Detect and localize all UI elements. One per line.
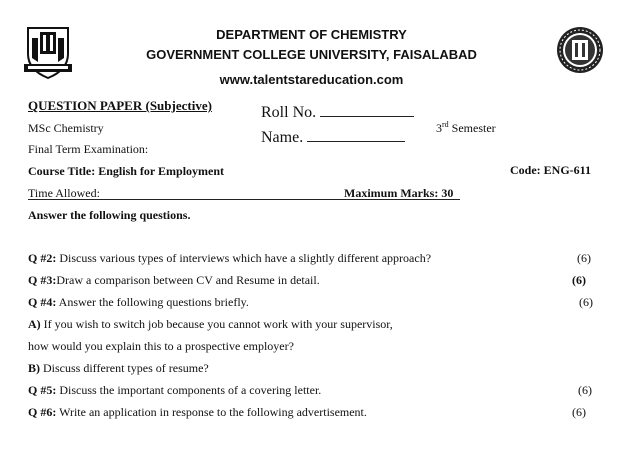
question-marks: (6)	[572, 273, 586, 287]
instruction-text: Answer the following questions.	[28, 208, 191, 222]
roll-number-blank	[320, 102, 414, 117]
question-4a-continued	[28, 339, 294, 354]
question-text: Answer the following questions briefly.	[56, 295, 249, 309]
course-code: Code: ENG-611	[510, 163, 591, 177]
question-number: Q #6:	[28, 405, 57, 419]
paper-type: QUESTION PAPER (Subjective)	[28, 98, 212, 113]
question-text: Discuss various types of interviews which have a slightly different approach?	[56, 251, 432, 265]
question-number: A)	[28, 317, 41, 331]
question-number: B)	[28, 361, 40, 375]
question-number: Q #3:	[28, 273, 57, 287]
question-text: Discuss different types of resume?	[40, 361, 209, 375]
student-name-blank	[307, 127, 405, 142]
semester-info	[436, 120, 496, 136]
question-number: Q #5:	[28, 383, 57, 397]
semester-number: 3	[436, 121, 442, 135]
student-name-label: Name.	[261, 129, 304, 146]
semester-suffix: rd	[442, 120, 449, 129]
student-name-field	[261, 127, 405, 147]
question-number: Q #2:	[28, 251, 57, 265]
question-2	[28, 251, 431, 266]
question-3	[28, 273, 320, 288]
question-4a	[28, 317, 393, 332]
semester-word: Semester	[451, 121, 496, 135]
header-rule	[28, 199, 460, 200]
maximum-marks: Maximum Marks: 30	[344, 186, 454, 200]
question-text: If you wish to switch job because you cannot work with your supervisor,	[40, 317, 393, 331]
question-number: Q #4:	[28, 295, 57, 309]
exam-name: Final Term Examination:	[28, 142, 149, 156]
question-4	[28, 295, 249, 310]
question-5	[28, 383, 321, 398]
roll-number-label: Roll No.	[261, 104, 317, 121]
program-name: MSc Chemistry	[28, 121, 104, 135]
course-title: Course Title: English for Employment	[28, 164, 225, 178]
question-4b	[28, 361, 209, 376]
question-marks: (6)	[579, 295, 593, 309]
website-url: www.talentstareducation.com	[219, 72, 404, 87]
question-marks: (6)	[578, 383, 592, 397]
question-text: Draw a comparison between CV and Resume in detail.	[56, 273, 320, 287]
question-marks: (6)	[572, 405, 586, 419]
department-heading: DEPARTMENT OF CHEMISTRY	[216, 27, 407, 42]
question-text: Discuss the important components of a covering letter.	[56, 383, 322, 397]
question-marks: (6)	[577, 251, 591, 265]
time-allowed: Time Allowed:	[28, 186, 100, 200]
question-text: how would you explain this to a prospective employer?	[28, 339, 294, 353]
roll-number-field	[261, 102, 414, 122]
question-6	[28, 405, 367, 420]
question-text: Write an application in response to the following advertisement.	[56, 405, 367, 419]
university-heading: GOVERNMENT COLLEGE UNIVERSITY, FAISALABAD	[146, 47, 477, 62]
